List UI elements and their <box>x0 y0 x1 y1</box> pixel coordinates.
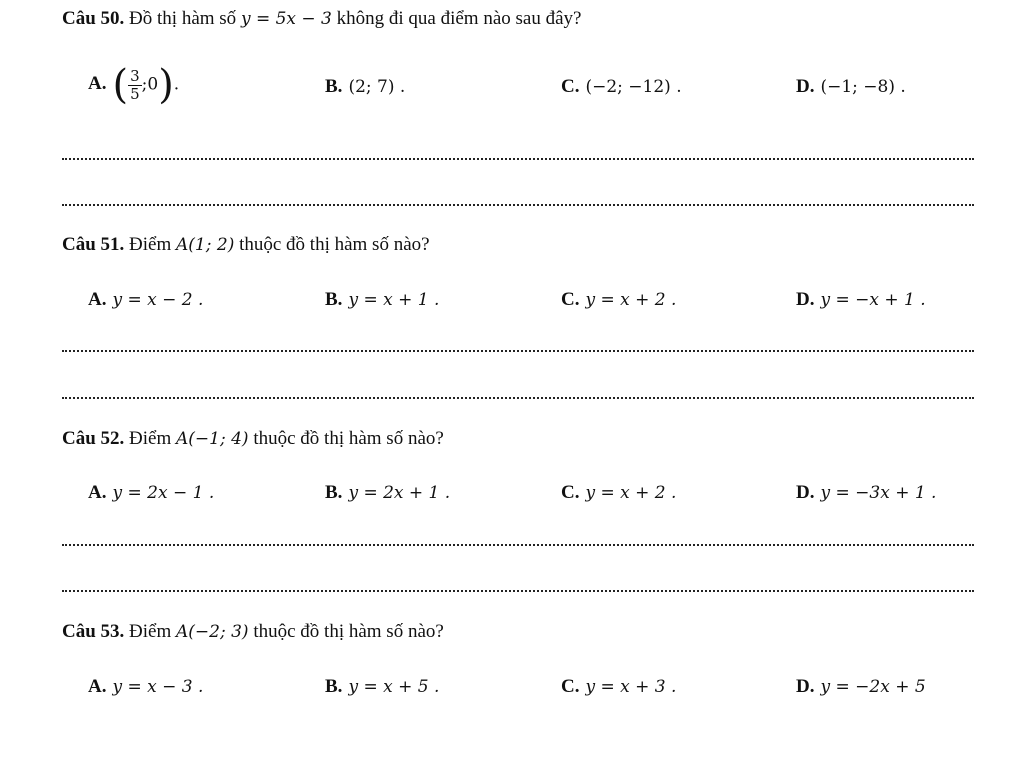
fraction-numerator: 3 <box>130 66 140 85</box>
option-50-a[interactable]: A. ( $\frac{3}{5}$ ;0). <box>88 62 180 108</box>
paren-left: ( <box>112 62 129 108</box>
answer-line <box>62 158 974 160</box>
option-text: y = −2x + 5 <box>820 677 926 697</box>
option-letter: A. <box>88 73 107 95</box>
option-52-a[interactable] <box>88 482 214 504</box>
option-text: (−2; −12) . <box>585 77 682 97</box>
question-50 <box>62 8 581 30</box>
option-text: y = x + 2 . <box>585 483 677 503</box>
answer-line <box>62 590 974 592</box>
option-51-a[interactable] <box>88 289 203 311</box>
option-letter: B. <box>325 76 343 97</box>
option-letter: B. <box>325 289 343 310</box>
question-text-after: thuộc đồ thị hàm số nào? <box>253 621 444 642</box>
option-letter: D. <box>796 289 815 310</box>
question-text-after: không đi qua điểm nào sau đây? <box>336 8 582 29</box>
question-text-before: Điểm <box>129 428 172 449</box>
question-number: Câu 52. <box>62 428 125 449</box>
question-text-before: Điểm <box>129 234 172 255</box>
question-53 <box>62 621 444 643</box>
option-letter: D. <box>796 482 815 503</box>
option-52-b[interactable] <box>325 482 450 504</box>
option-letter: B. <box>325 676 343 697</box>
paren-right: ) <box>158 62 174 108</box>
option-letter: C. <box>561 482 580 503</box>
question-math: A(−2; 3) <box>176 622 249 642</box>
option-letter: D. <box>796 676 815 697</box>
option-text: y = x + 2 . <box>585 290 677 310</box>
question-number: Câu 53. <box>62 621 125 642</box>
option-text: y = x + 5 . <box>348 677 440 697</box>
fraction <box>128 68 142 103</box>
option-text: (2; 7) . <box>348 77 406 97</box>
option-51-b[interactable] <box>325 289 439 311</box>
option-letter: D. <box>796 76 815 97</box>
question-text-after: thuộc đồ thị hàm số nào? <box>239 234 430 255</box>
option-text: y = x + 1 . <box>348 290 440 310</box>
question-number: Câu 51. <box>62 234 125 255</box>
option-letter: C. <box>561 676 580 697</box>
option-51-c[interactable] <box>561 289 676 311</box>
answer-line <box>62 397 974 399</box>
option-letter: A. <box>88 289 107 310</box>
question-text-before: Đồ thị hàm số <box>129 8 237 29</box>
option-text: ;0 <box>141 74 159 95</box>
option-53-a[interactable] <box>88 676 203 698</box>
question-math: A(−1; 4) <box>176 429 249 449</box>
answer-line <box>62 544 974 546</box>
question-math: A(1; 2) <box>176 235 235 255</box>
option-50-c[interactable] <box>561 76 682 98</box>
answer-line <box>62 204 974 206</box>
option-letter: A. <box>88 676 107 697</box>
option-53-c[interactable] <box>561 676 676 698</box>
option-53-d[interactable] <box>796 676 926 698</box>
option-letter: A. <box>88 482 107 503</box>
option-text: y = 2x + 1 . <box>348 483 451 503</box>
option-50-d[interactable] <box>796 76 906 98</box>
option-text: y = x − 3 . <box>112 677 204 697</box>
question-text-before: Điểm <box>129 621 172 642</box>
option-letter: C. <box>561 289 580 310</box>
question-52 <box>62 428 444 450</box>
option-50-b[interactable] <box>325 76 405 98</box>
option-text: y = 2x − 1 . <box>112 483 215 503</box>
option-53-b[interactable] <box>325 676 439 698</box>
option-51-d[interactable] <box>796 289 926 311</box>
option-letter: B. <box>325 482 343 503</box>
option-text: y = −x + 1 . <box>820 290 926 310</box>
question-51 <box>62 234 430 256</box>
option-text: y = −3x + 1 . <box>820 483 937 503</box>
question-number: Câu 50. <box>62 8 125 29</box>
answer-line <box>62 350 974 352</box>
question-math: y = 5x − 3 <box>240 9 332 29</box>
option-text: y = x + 3 . <box>585 677 677 697</box>
option-text: y = x − 2 . <box>112 290 204 310</box>
option-52-d[interactable] <box>796 482 936 504</box>
option-text: (−1; −8) . <box>820 77 906 97</box>
fraction-denominator: 5 <box>130 84 140 103</box>
option-letter: C. <box>561 76 580 97</box>
option-52-c[interactable] <box>561 482 676 504</box>
question-text-after: thuộc đồ thị hàm số nào? <box>253 428 444 449</box>
